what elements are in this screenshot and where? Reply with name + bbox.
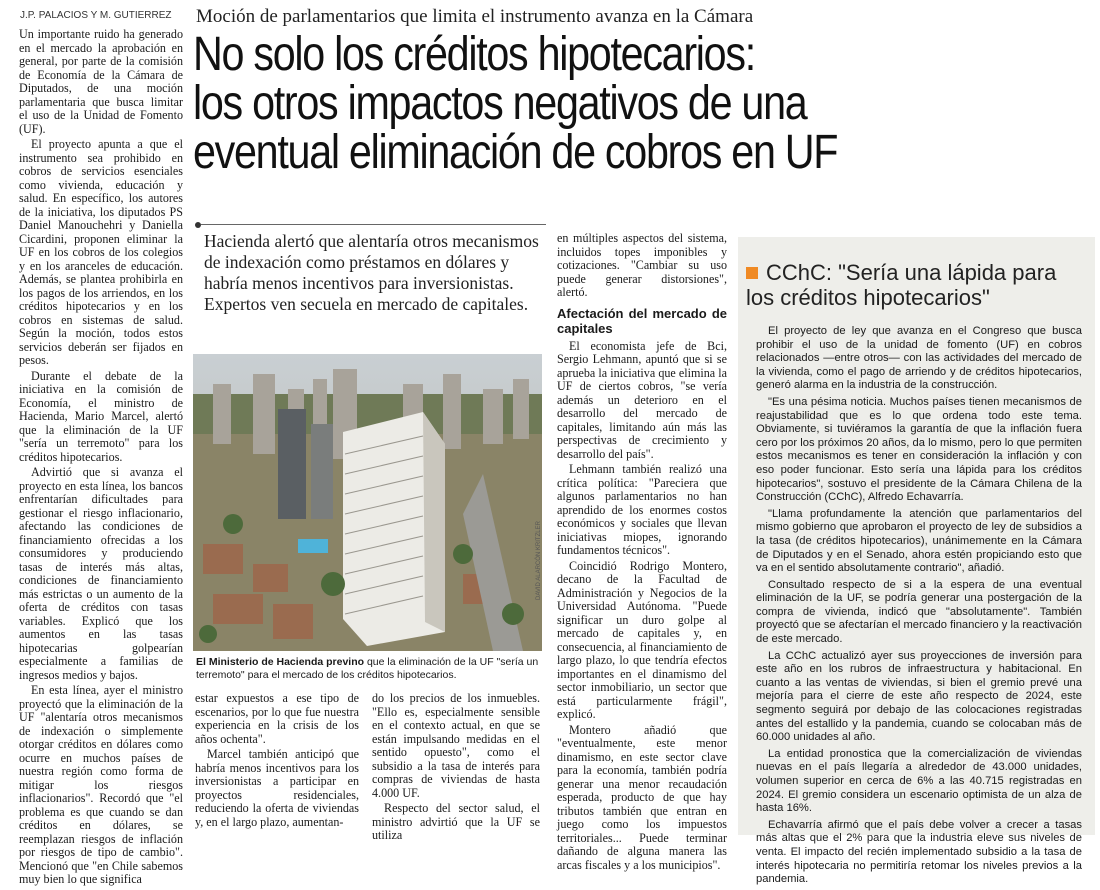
paragraph: "Es una pésima noticia. Muchos países tienen mecanismos de reajustabilidad que es lo que ordena todo este tema. Obviamente, si tuviéramos la garantía de que la inflación fuera cero por los próximos 20 años, da lo mismo, pero lo que permiten estos mecanismos es tener en consideración la inflación y con eso poder funcionar. Esto sería una lápida para los créditos hipotecarios", sostuvo el presidente de la Cámara Chilena de la Construcción (CChC), Alfredo Echavarría. (756, 395, 1082, 504)
column-4 (557, 232, 727, 874)
headline-line: eventual eliminación de cobros en UF (193, 126, 838, 179)
paragraph: Respecto del sector salud, el ministro advirtió que la UF se utiliza (372, 801, 540, 842)
orange-square-icon (746, 267, 758, 279)
paragraph: Coincidió Rodrigo Montero, decano de la Facultad de Administración y Negocios de la Universidad Autónoma. "Puede significar un duro golpe al mercado de capitales y, en consecuencia, al financiamiento de largo plazo, lo que tendría efectos importantes en el dinamismo del sector inmobiliario, un sector que está particularmente frágil", explicó. (557, 558, 727, 721)
paragraph: Advirtió que si avanza el proyecto en esta línea, los bancos enfrentarían dificultades para gestionar el riesgo inflacionario, afectando las condiciones de financiamiento ofrecidas a los consumidores y produciendo tasas de interés más altas, condiciones de financiamiento más estrictas o un aumento de la oferta de créditos con tasas variables. Explicó que los aumentos en las tasas hipotecarias golpearían especialmente a familias de ingresos medios y bajos. (19, 465, 183, 682)
column-3-bottom (372, 692, 540, 845)
byline: J.P. PALACIOS Y M. GUTIERREZ (20, 10, 172, 21)
paragraph: Consultado respecto de si a la espera de una eventual eliminación de la UF, se podría generar una postergación de la compra de vivienda, indicó que "absolutamente". También proyectó que se afectarían el mercado financiero y la reactivación de este mercado. (756, 578, 1082, 646)
paragraph: En esta línea, ayer el ministro proyectó que la eliminación de la UF "alentaría otros mecanismos de indexación o simplemente otorgar créditos en dólares como ocurre en muchos países de nuestra región como forma de mitigar los riesgos inflacionarios". Recordó que "el problema es que cuando se dan créditos en dólares, se reemplazan riesgos de inflación por riesgos de tipo de cambio". Mencionó que "en Chile sabemos muy bien lo que significa (19, 683, 183, 886)
paragraph: Montero añadió que "eventualmente, este menor dinamismo, en este sector clave para la economía, también podría generar una menor recaudación esperada, producto de que hay tributos también que entran en juego como los impuestos territoriales... Puede terminar dañando de alguna manera las arcas fiscales y a los municipios". (557, 722, 727, 872)
paragraph: Durante el debate de la iniciativa en la comisión de Economía, el ministro de Hacienda, Mario Marcel, alertó que la eliminación de la UF "sería un terremoto" para los créditos hipotecarios. (19, 368, 183, 464)
sidebar-body (756, 325, 1082, 890)
paragraph: La CChC actualizó ayer sus proyecciones de inversión para este año en los rubros de infraestructura y habitacional. En cuanto a las ventas de viviendas, si bien el gremio prevé una mejoría para el cierre de este año respecto de 2024, este segmento seguirá por debajo de las colocaciones registradas antes del estallido y la pandemia, cuando se colocaban más de 60.000 unidades al año. (756, 649, 1082, 744)
paragraph: Echavarría afirmó que el país debe volver a crecer a tasas más altas que el 2% para que la industria eleve sus niveles de venta. El impacto del recién implementado subsidio a la tasa de interés hipotecaria no permitiría retomar los niveles previos a la pandemia. (756, 818, 1082, 886)
bullet-dot (195, 222, 201, 228)
paragraph: El proyecto apunta a que el instrumento sea prohibido en cobros de servicios esenciales como vivienda, educación y salud. En específico, los autores de la iniciativa, los diputados PS Daniel Manouchehri y Daniella Cicardini, proponen eliminar la UF en los cobros de los colegios y en los aranceles de educación. Además, se plantea prohibirla en los pagos de los arriendos, en los créditos hipotecarios y en los cobros en sistemas de salud. Según la moción, todos estos servicios deberán ser fijados en pesos. (19, 137, 183, 367)
caption-text: que la eliminación de la UF "sería un terremoto" para el mercado de los créditos hipotecarios. (196, 656, 539, 681)
headline-line: los otros impactos negativos de una (193, 77, 807, 130)
paragraph: Un importante ruido ha generado en el mercado la aprobación en general, por parte de la comisión de Economía de la Cámara de Diputados, de una moción parlamentaria que busca limitar el uso de la Unidad de Fomento (UF). (19, 27, 183, 136)
paragraph: "Llama profundamente la atención que parlamentarios del mismo gobierno que aprobaron el proyecto de ley de subsidios a la tasa (de créditos hipotecarios), unánimemente en la Cámara de Diputados y en el Senado, ahora estén propiciando esto que va en el sentido absolutamente contrario", añadió. (756, 507, 1082, 575)
paragraph: El economista jefe de Bci, Sergio Lehmann, apuntó que si se aprueba la iniciativa que elimina la UF de ciertos cobros, "se vería además un deterioro en el desarrollo del mercado de capitales, limitando aún más las perspectivas de crecimiento y desarrollo del país". (557, 338, 727, 461)
sidebar-title-text: CChC: "Sería una lápida para los créditos hipotecarios" (746, 260, 1057, 310)
photo-credit: DAVID ALARCÓN KRITZLER (536, 521, 542, 600)
caption-lead: El Ministerio de Hacienda previno (196, 656, 365, 668)
divider (201, 224, 546, 225)
paragraph: La entidad pronostica que la comercialización de viviendas nuevas en el país llegaría a alrededor de 43.000 unidades, volumen superior en cerca de 6% a las 40.715 registradas en 2024. El gremio considera un escenario optimista de un alza de hasta 16%. (756, 747, 1082, 815)
paragraph: Lehmann también realizó una crítica política: "Pareciera que algunos parlamentarios no han aprendido de los enormes costos económicos y sociales que llevan iniciativas miopes, ignorando fundamentos técnicos". (557, 462, 727, 557)
section-subhead: Afectación del mercado de capitales (557, 305, 727, 336)
column-1 (19, 28, 183, 889)
city-photo-illustration (193, 354, 542, 651)
paragraph: estar expuestos a ese tipo de escenarios, por lo que fue nuestra experiencia en la crisis de los años ochenta". (195, 691, 359, 746)
buildings-photo (193, 354, 542, 651)
paragraph: en múltiples aspectos del sistema, incluidos topes imponibles y cotizaciones. "Cambiar su uso puede generar distorsiones", alertó. (557, 231, 727, 299)
headline (193, 30, 967, 177)
sidebar-title (746, 260, 1086, 310)
paragraph: do los precios de los inmuebles. "Ello es, especialmente sensible en el contexto actual, en que se están impulsando medidas en el sentido opuesto", como el subsidio a la tasa de interés para compras de viviendas de hasta 4.000 UF. (372, 691, 540, 800)
paragraph: El proyecto de ley que avanza en el Congreso que busca prohibir el uso de la unidad de fomento (UF) en cobros relacionados —entre otros— con las actividades del mercado de la vivienda, como el pago de arriendo y de créditos hipotecarios, generó alarma en la industria de la construcción. (756, 325, 1082, 392)
column-2-bottom (195, 692, 359, 831)
deck: Hacienda alertó que alentaría otros mecanismos de indexación como préstamos en dólares y habría menos incentivos para inversionistas. Expertos ven secuela en mercado de capitales. (204, 231, 539, 314)
headline-line: No solo los créditos hipotecarios: (193, 28, 755, 81)
photo-caption (196, 656, 541, 682)
kicker: Moción de parlamentarios que limita el instrumento avanza en la Cámara (196, 6, 754, 27)
paragraph: Marcel también anticipó que habría menos incentivos para los inversionistas a participar en proyectos residenciales, reduciendo la oferta de viviendas y, en el largo plazo, aumentan- (195, 747, 359, 829)
